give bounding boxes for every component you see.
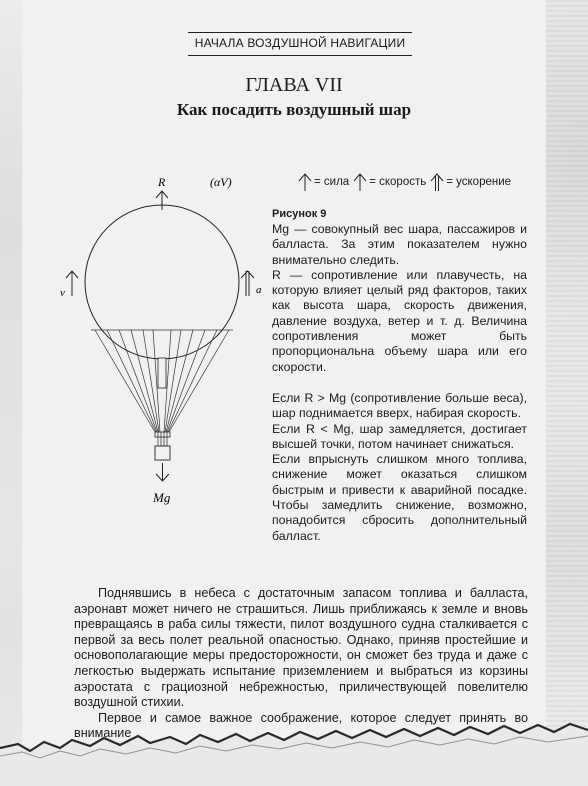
basket (155, 432, 170, 460)
explanation-rise: Если R > Mg (сопротивление больше веса), шар поднимается вверх, набирая скорость. (272, 390, 527, 421)
figure-explanation (272, 222, 527, 544)
explanation-mg: Mg — совокупный вес шара, пассажиров и балласта. За этим показателем нужно внимательно следить. (272, 222, 527, 267)
speed-arrow-icon (353, 172, 367, 192)
running-header: НАЧАЛА ВОЗДУШНОЙ НАВИГАЦИИ (194, 36, 406, 50)
burner-tube (158, 358, 166, 388)
header-rule-top (188, 32, 412, 33)
body-paragraph-2: Первое и самое важное соображение, которое следует принять во внимание (74, 710, 528, 741)
legend-accel-label: = ускорение (446, 176, 512, 188)
v-label: v (60, 287, 65, 299)
chapter-number: ГЛАВА VII (245, 74, 343, 96)
balloon-envelope (85, 205, 239, 359)
body-paragraph: Поднявшись в небеса с достаточным запасом топлива и балласта, аэронавт может ничего не страшиться. Лишь приближаясь к земле и вновь превращаясь в раба силы тяжести, пилот воздушного судна сталкивается с первой за весь полет реальной опасностью. Однако, приняв простейшие и основополагающие меры предосторожности, он сможет без труда и даже с легкостью выдержать испытание приземлением и выбраться из корзины аэростата с грациозной небрежностью, приличествующей повелителю воздушной стихии. (74, 586, 528, 710)
legend-speed-label: = скорость (369, 176, 427, 188)
acceleration-arrow-icon (430, 172, 444, 192)
figure-caption: Рисунок 9 (272, 208, 327, 220)
header-rule-bottom (188, 55, 412, 56)
explanation-r: R — сопротивление или плавучесть, на которую влияет целый ряд факторов, таких как высота шара, скорость движения, давление воздуха, ветер и т. д. Величина сопротивления может быть пропорциональна объему шара или его скорости. (272, 267, 527, 374)
legend-force-label: = сила (314, 176, 350, 188)
torn-page-edge (0, 718, 588, 786)
arrow-legend (298, 172, 515, 192)
r-label: R (158, 175, 166, 189)
balloon-diagram (55, 170, 270, 510)
explanation-fuel: Если впрыснуть слишком много топлива, снижение может оказаться слишком быстрым и привести к аварийной посадке. Чтобы замедлить снижение, возможно, понадобится сбросить дополнительный балласт. (272, 452, 527, 543)
explanation-slow: Если R < Mg, шар замедляется, достигает высшей точки, потом начинает снижаться. (272, 421, 527, 451)
alpha-v-label: (αV) (210, 175, 232, 189)
mg-label: Mg (153, 490, 171, 505)
force-arrow-icon (298, 172, 312, 192)
a-label: a (256, 284, 262, 296)
chapter-title: Как посадить воздушный шар (176, 100, 412, 119)
